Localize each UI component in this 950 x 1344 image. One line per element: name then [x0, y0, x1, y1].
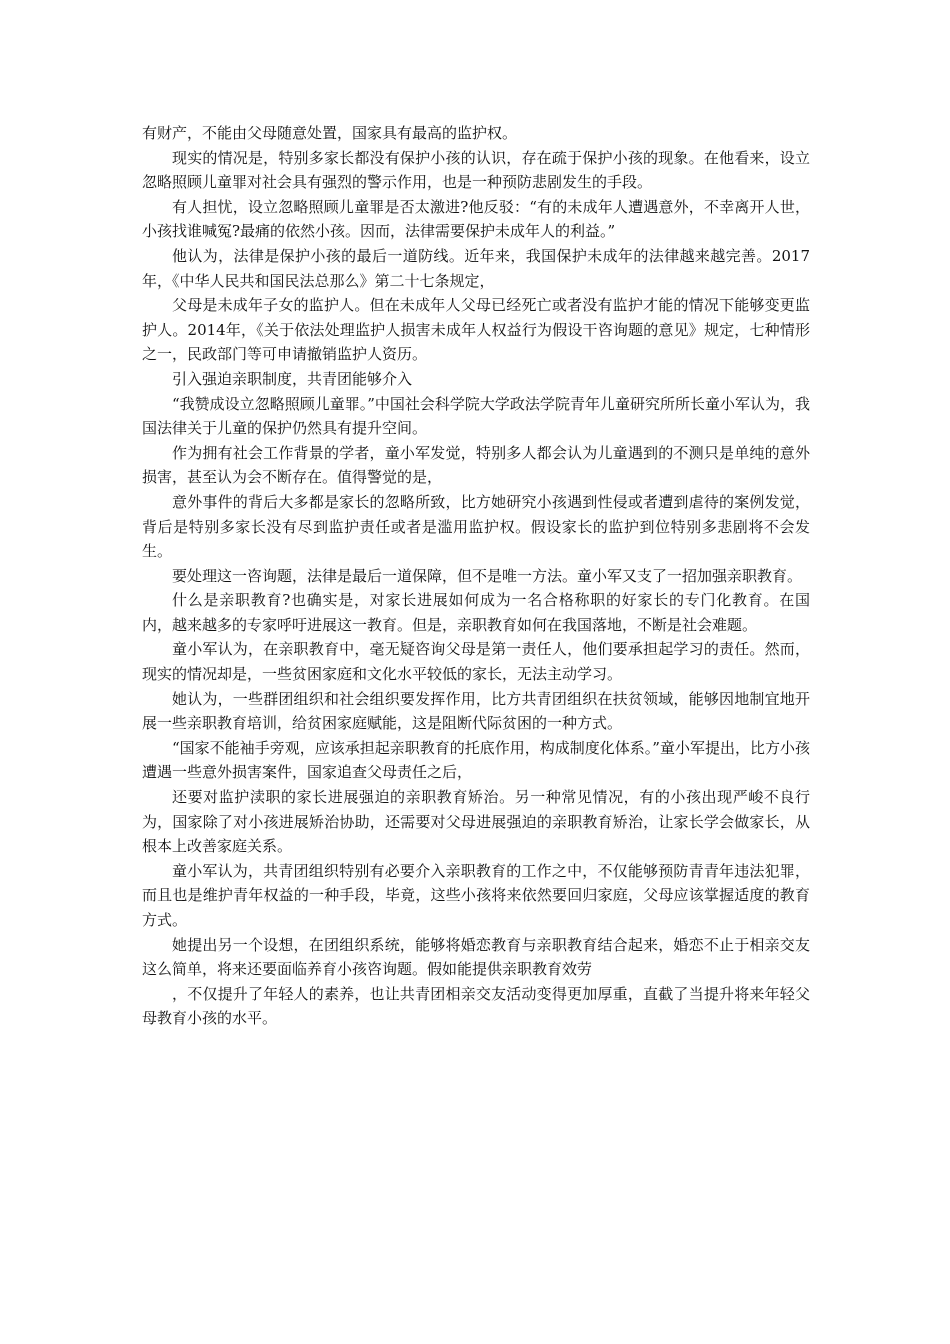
paragraph-14: “国家不能袖手旁观，应该承担起亲职教育的托底作用，构成制度化体系。”童小军提出，比方小孩遭遇一些意外损害案件，国家追查父母责任之后， [142, 738, 810, 782]
paragraph-8: 作为拥有社会工作背景的学者，童小军发觉，特别多人都会认为儿童遇到的不测只是单纯的意外损害，甚至认为会不断存在。值得警觉的是， [142, 443, 810, 487]
paragraph-2: 现实的情况是，特别多家长都没有保护小孩的认识，存在疏于保护小孩的现象。在他看来，设立忽略照顾儿童罪对社会具有强烈的警示作用，也是一种预防悲剧发生的手段。 [142, 148, 810, 192]
paragraph-16: 童小军认为，共青团组织特别有必要介入亲职教育的工作之中，不仅能够预防青青年违法犯罪，而且也是维护青年权益的一种手段，毕竟，这些小孩将来依然要回归家庭，父母应该掌握适度的教育方式。 [142, 861, 810, 929]
paragraph-12: 童小军认为，在亲职教育中，毫无疑咨询父母是第一责任人，他们要承担起学习的责任。然而，现实的情况却是，一些贫困家庭和文化水平较低的家长，无法主动学习。 [142, 640, 810, 684]
paragraph-7: “我赞成设立忽略照顾儿童罪。”中国社会科学院大学政法学院青年儿童研究所所长童小军认为，我国法律关于儿童的保护仍然具有提升空间。 [142, 394, 810, 438]
paragraph-17: 她提出另一个设想，在团组织系统，能够将婚恋教育与亲职教育结合起来，婚恋不止于相亲交友这么简单，将来还要面临养育小孩咨询题。假如能提供亲职教育效劳 [142, 935, 810, 979]
document-body [142, 121, 810, 1031]
section-heading: 引入强迫亲职制度，共青团能够介入 [172, 369, 413, 388]
paragraph-9: 意外事件的背后大多都是家长的忽略所致，比方她研究小孩遇到性侵或者遭到虐待的案例发觉，背后是特别多家长没有尽到监护责任或者是滥用监护权。假设家长的监护到位特别多悲剧将不会发生。 [142, 492, 810, 561]
paragraph-4: 他认为，法律是保护小孩的最后一道防线。近年来，我国保护未成年的法律越来越完善。2017年，《中华人民共和国民法总那么》第二十七条规定， [142, 246, 810, 290]
paragraph-5: 父母是未成年子女的监护人。但在未成年人父母已经死亡或者没有监护才能的情况下能够变更监护人。2014年，《关于依法处理监护人损害未成年人权益行为假设干咨询题的意见》规定，七种情形之一，民政部门等可申请撤销监护人资历。 [142, 296, 810, 364]
paragraph-18: ，不仅提升了年轻人的素养，也让共青团相亲交友活动变得更加厚重，直截了当提升将来年轻父母教育小孩的水平。 [142, 984, 810, 1028]
paragraph-3: 有人担忧，设立忽略照顾儿童罪是否太激进?他反驳：“有的未成年人遭遇意外，不幸离开人世，小孩找谁喊冤?最痛的依然小孩。因而，法律需要保护未成年人的利益。” [142, 197, 810, 241]
paragraph-13: 她认为，一些群团组织和社会组织要发挥作用，比方共青团组织在扶贫领域，能够因地制宜地开展一些亲职教育培训，给贫困家庭赋能，这是阻断代际贫困的一种方式。 [142, 689, 810, 733]
paragraph-11: 什么是亲职教育?也确实是，对家长进展如何成为一名合格称职的好家长的专门化教育。在国内，越来越多的专家呼吁进展这一教育。但是，亲职教育如何在我国落地，不断是社会难题。 [142, 591, 810, 634]
paragraph-1: 有财产，不能由父母随意处置，国家具有最高的监护权。 [142, 124, 518, 142]
paragraph-15: 还要对监护渎职的家长进展强迫的亲职教育矫治。另一种常见情况，有的小孩出现严峻不良行为，国家除了对小孩进展矫治协助，还需要对父母进展强迫的亲职教育矫治，让家长学会做家长，从根本上改善家庭关系。 [142, 788, 810, 856]
paragraph-10: 要处理这一咨询题，法律是最后一道保障，但不是唯一方法。童小军又支了一招加强亲职教育。 [172, 566, 803, 585]
